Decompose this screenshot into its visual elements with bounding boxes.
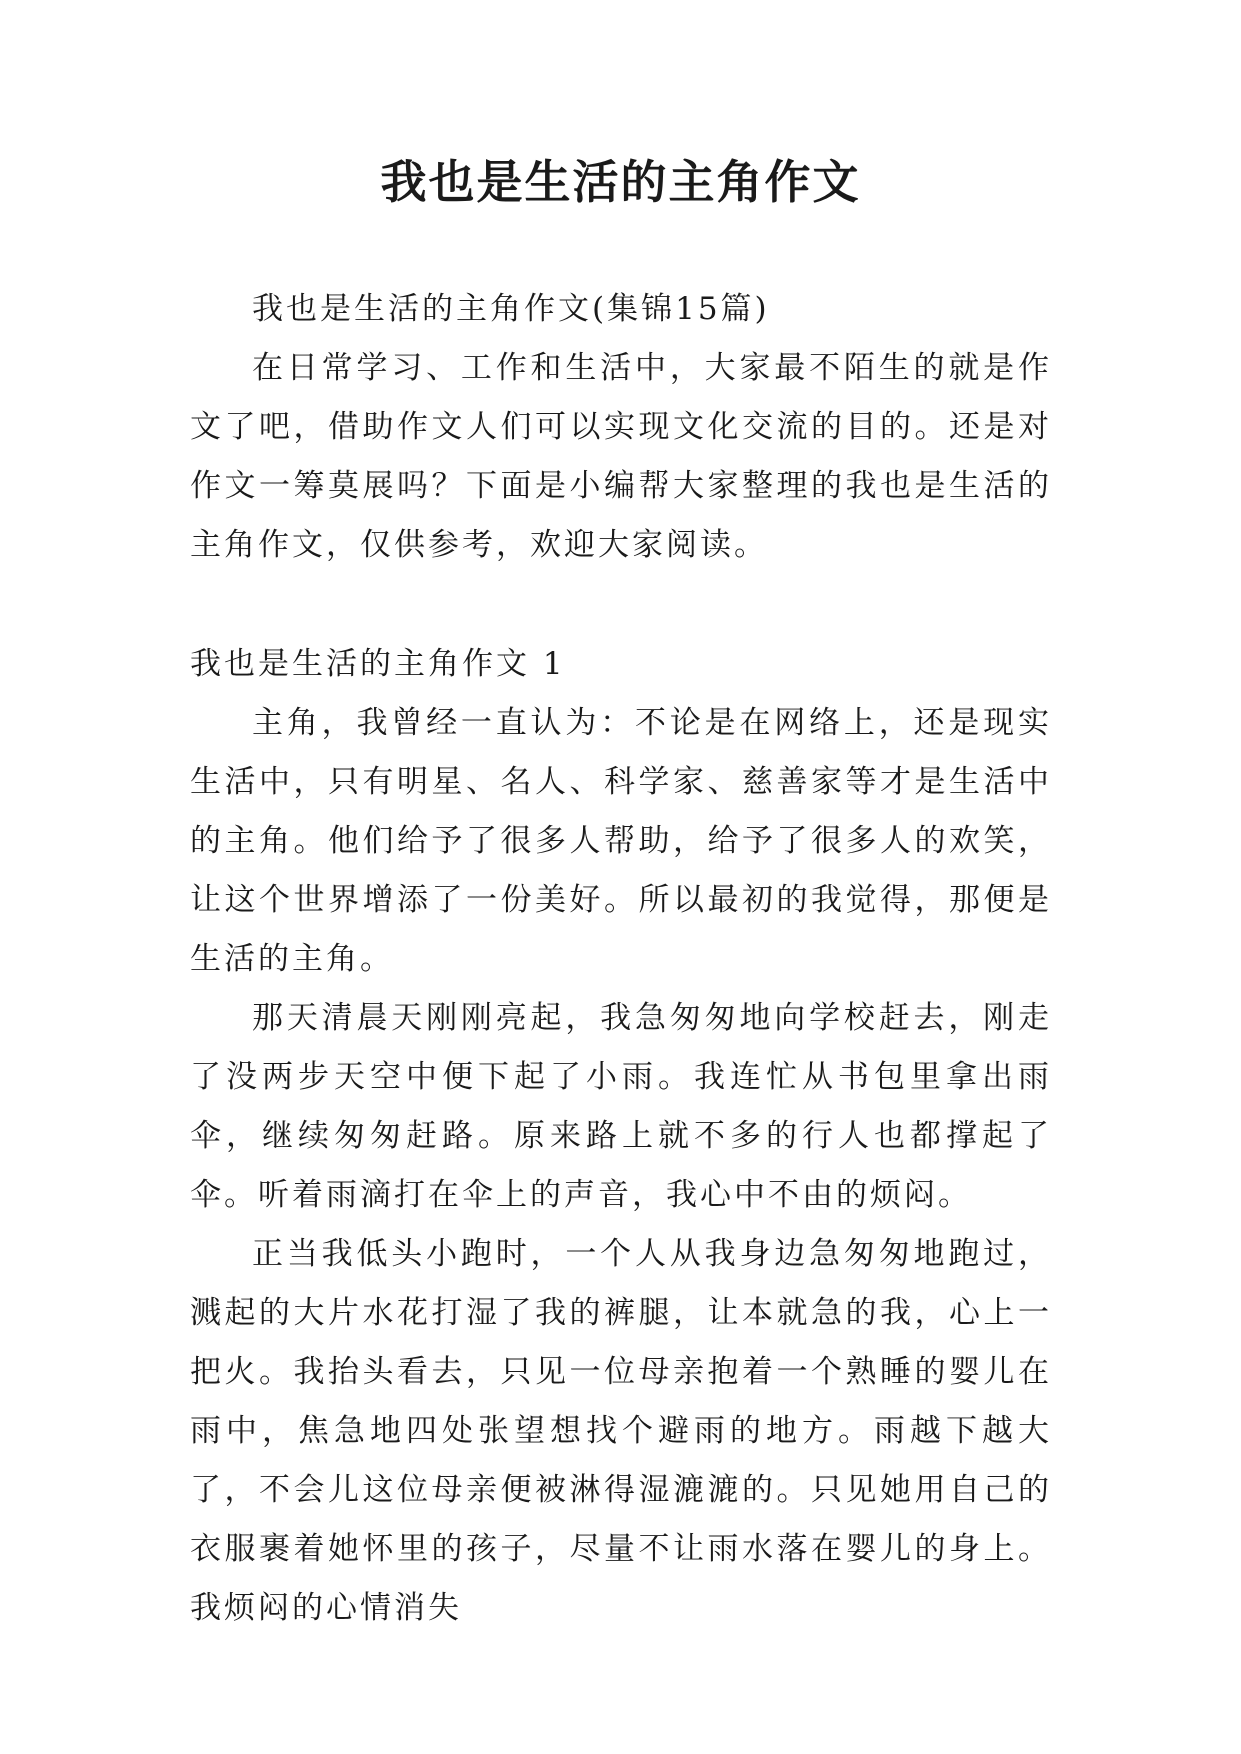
body-paragraph-2: 那天清晨天刚刚亮起，我急匆匆地向学校赶去，刚走了没两步天空中便下起了小雨。我连忙从书包里拿出雨伞，继续匆匆赶路。原来路上就不多的行人也都撑起了伞。听着雨滴打在伞上的声音，我心中不由的烦闷。 bbox=[190, 1000, 1052, 1213]
document-title: 我也是生活的主角作文 bbox=[380, 155, 861, 209]
body-paragraph-1: 主角，我曾经一直认为：不论是在网络上，还是现实生活中，只有明星、名人、科学家、慈善家等才是生活中的主角。他们给予了很多人帮助，给予了很多人的欢笑，让这个世界增添了一份美好。所以最初的我觉得，那便是生活的主角。 bbox=[190, 705, 1052, 977]
section-heading: 我也是生活的主角作文 1 bbox=[190, 646, 566, 682]
body-paragraph-3: 正当我低头小跑时，一个人从我身边急匆匆地跑过，溅起的大片水花打湿了我的裤腿，让本就急的我，心上一把火。我抬头看去，只见一位母亲抱着一个熟睡的婴儿在雨中，焦急地四处张望想找个避雨的地方。雨越下越大了，不会儿这位母亲便被淋得湿漉漉的。只见她用自己的衣服裹着她怀里的孩子，尽量不让雨水落在婴儿的身上。我烦闷的心情消失 bbox=[190, 1236, 1052, 1626]
document-body bbox=[190, 280, 1052, 1638]
document-subtitle: 我也是生活的主角作文(集锦15篇) bbox=[252, 291, 770, 327]
intro-paragraph: 在日常学习、工作和生活中，大家最不陌生的就是作文了吧，借助作文人们可以实现文化交流的目的。还是对作文一筹莫展吗？下面是小编帮大家整理的我也是生活的主角作文，仅供参考，欢迎大家阅读。 bbox=[190, 350, 1052, 563]
